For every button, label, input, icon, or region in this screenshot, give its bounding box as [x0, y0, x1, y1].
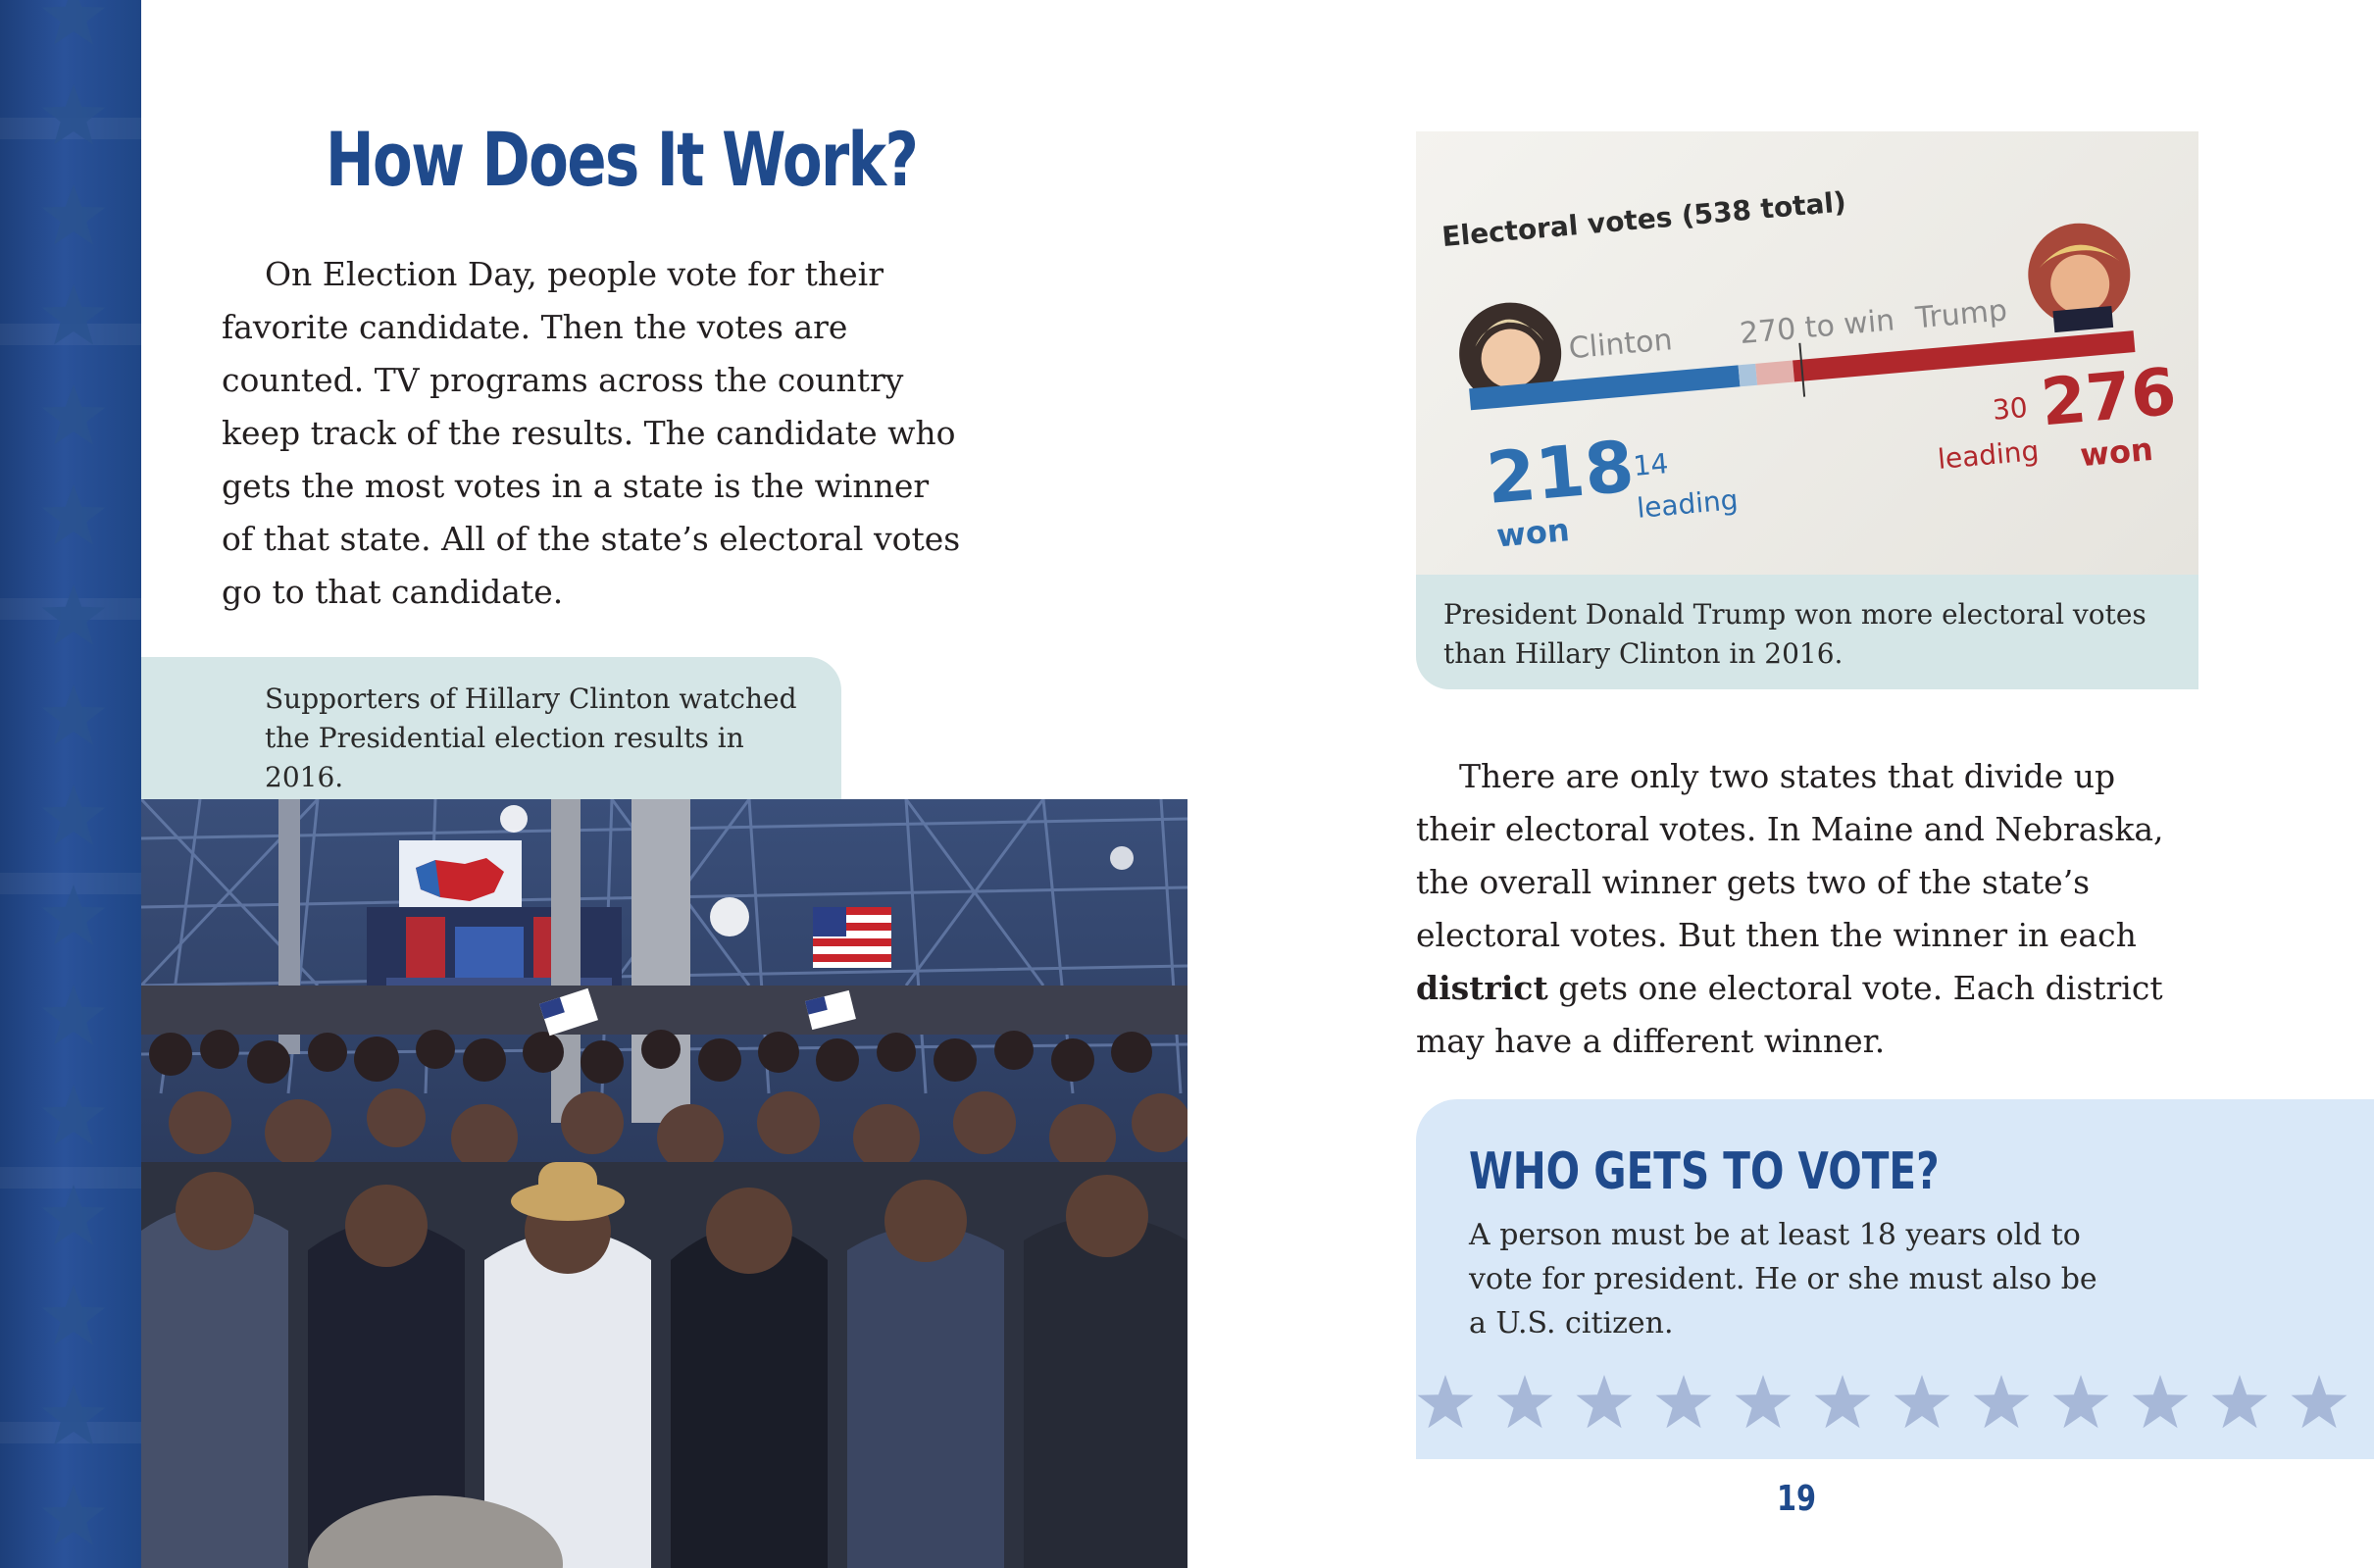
border-star — [42, 1285, 106, 1345]
sidebar-star — [2212, 1375, 2268, 1428]
sidebar-star-row — [1416, 1370, 2374, 1439]
sidebar-star — [2292, 1375, 2348, 1428]
clinton-label: Clinton — [1567, 323, 1674, 367]
rally-photo — [141, 799, 1187, 1568]
border-star — [42, 284, 106, 345]
intro-text: On Election Day, people vote for their favorite candidate. Then the votes are counted. TV programs across the country keep track of the results. The candidate who gets the most votes in a state is the winner of that state. All of the state’s electoral votes go to that candidate. — [222, 255, 961, 611]
border-star — [42, 885, 106, 945]
sidebar-star — [1656, 1375, 1712, 1428]
border-star — [42, 1385, 106, 1445]
border-star — [42, 1085, 106, 1145]
to-win-label: 270 to win — [1738, 303, 1896, 352]
border-star — [42, 384, 106, 445]
fact-sidebar — [1416, 1099, 2374, 1459]
page-number: 19 — [1777, 1479, 1817, 1519]
sidebar-star — [1497, 1375, 1553, 1428]
sidebar-star — [1894, 1375, 1950, 1428]
trump-won-label: won — [2078, 430, 2155, 475]
border-star — [42, 584, 106, 645]
trump-label: Trump — [1914, 293, 2009, 336]
clinton-won-count: 218 — [1483, 425, 1638, 520]
para2-before: There are only two states that divide up their electoral votes. In Maine and Nebraska, the overall winner gets two of the state’s electoral votes. But then the winner in each — [1416, 757, 2164, 954]
rally-caption-text: Supporters of Hillary Clinton watched the Presidential election results in 2016. — [265, 683, 797, 793]
sidebar-text: A person must be at least 18 years old to vote for president. He or she must also be a U.S. citizen. — [1469, 1218, 2097, 1340]
trump-leading-segment — [1755, 361, 1794, 385]
para2-after: gets one electoral vote. Each district may have a different winner. — [1416, 969, 2163, 1060]
trump-leading-label: leading — [1936, 434, 2041, 476]
sidebar-title: WHO GETS TO VOTE? — [1469, 1142, 1940, 1201]
clinton-leading-label: leading — [1635, 482, 1740, 525]
ceiling-light — [1110, 846, 1134, 870]
border-star — [42, 784, 106, 845]
clinton-leading-segment — [1739, 364, 1758, 386]
ceiling-light — [710, 897, 749, 936]
sidebar-star — [1815, 1375, 1871, 1428]
second-paragraph — [1416, 750, 2200, 1068]
results-screen — [399, 840, 522, 914]
sidebar-star — [1577, 1375, 1633, 1428]
glossary-term-district: district — [1416, 969, 1548, 1007]
border-stars — [0, 0, 141, 1568]
border-star — [42, 684, 106, 745]
trump-leading-count: 30 — [1991, 390, 2030, 427]
border-star — [42, 184, 106, 245]
sidebar-star — [2133, 1375, 2189, 1428]
electoral-votes-graphic — [1416, 131, 2198, 575]
trump-won-count: 276 — [2038, 353, 2180, 441]
border-star — [42, 484, 106, 545]
sidebar-star — [1974, 1375, 2030, 1428]
clinton-leading-count: 14 — [1632, 447, 1670, 483]
border-star — [42, 985, 106, 1045]
page-title: How Does It Work? — [326, 116, 918, 203]
ev-title: Electoral votes (538 total) — [1440, 185, 1847, 254]
border-star — [42, 0, 106, 45]
sidebar-star — [1418, 1375, 1474, 1428]
clinton-won-label: won — [1494, 511, 1572, 555]
ceiling-light — [500, 805, 528, 833]
border-star — [42, 84, 106, 145]
star-border-strip — [0, 0, 141, 1568]
border-star — [42, 1485, 106, 1545]
trump-avatar — [2024, 219, 2135, 334]
american-flag — [813, 907, 891, 968]
intro-paragraph — [222, 248, 967, 619]
sidebar-star — [2053, 1375, 2109, 1428]
border-star — [42, 1185, 106, 1245]
electoral-caption-text: President Donald Trump won more electoral votes than Hillary Clinton in 2016. — [1443, 598, 2147, 670]
rally-photo-caption — [141, 657, 841, 799]
electoral-votes-photo — [1416, 131, 2198, 575]
rally-crowd-illustration — [141, 799, 1187, 1568]
sidebar-star — [1736, 1375, 1792, 1428]
electoral-photo-caption — [1416, 575, 2198, 689]
